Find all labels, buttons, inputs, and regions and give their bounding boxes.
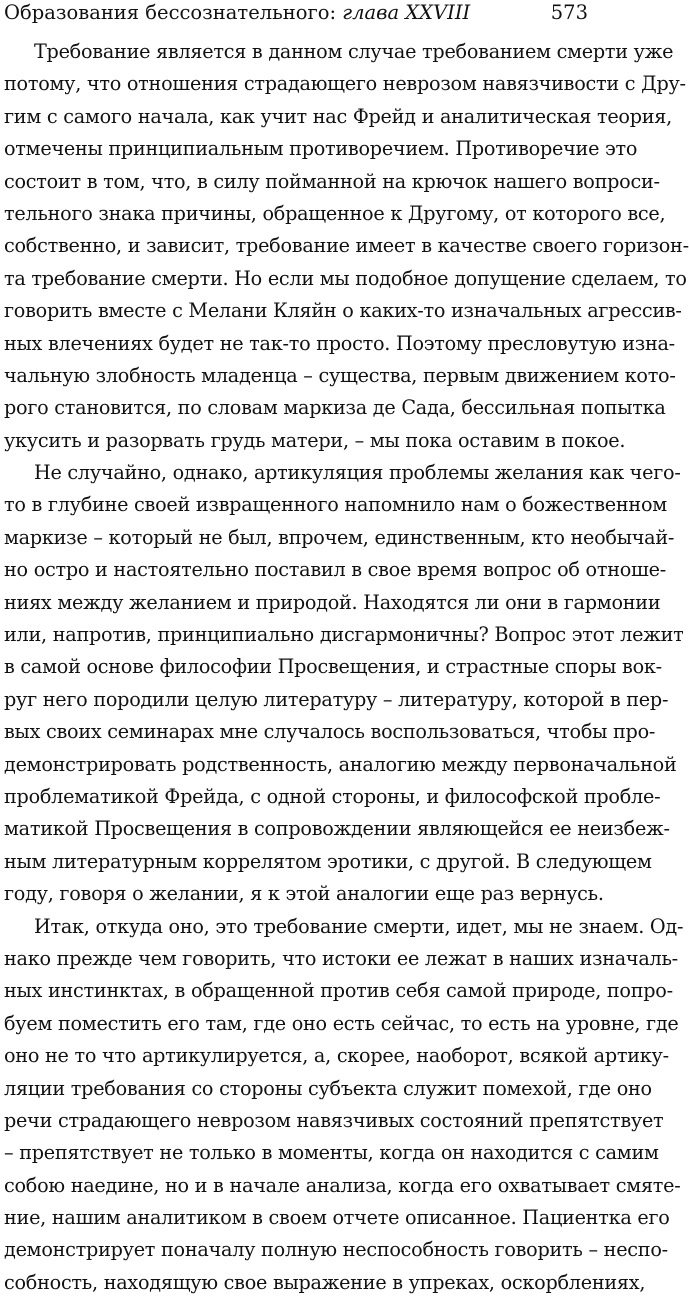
text-line: демонстрировать родственность, аналогию между первоначальной [4, 752, 677, 776]
text-line: – препятствует не только в моменты, когда он находится с самим [4, 1141, 659, 1165]
text-line: чальную злобность младенца – существа, первым движением кото- [4, 363, 676, 387]
text-line: демонстрирует поначалу полную неспособность говорить – неспо- [4, 1238, 668, 1262]
text-line: гим с самого начала, как учит нас Фрейд и аналитическая теория, [4, 104, 673, 128]
text-line: отмечены принципиальным противоречием. Противоречие это [4, 137, 638, 161]
running-header-book-title: Образования бессознательного: [4, 1, 343, 24]
text-line: то в глубине своей извращенного напомнило нам о божественном [4, 493, 667, 517]
page-body-text [4, 36, 689, 1299]
text-line: ляции требования со стороны субъекта служит помехой, где оно [4, 1076, 652, 1100]
text-line: состоит в том, что, в силу пойманной на крючок нашего вопроси- [4, 169, 660, 193]
running-header [4, 0, 614, 26]
text-line: маркизе – который не был, впрочем, единственным, кто необычай- [4, 525, 675, 549]
text-line: собственно, и зависит, требование имеет в качестве своего горизон- [4, 234, 689, 258]
text-line: оно не то что артикулируется, а, скорее, наоборот, всякой артику- [4, 1044, 669, 1068]
text-line: потому, что отношения страдающего неврозом навязчивости с Дру- [4, 72, 686, 96]
text-line: та требование смерти. Но если мы подобное допущение сделаем, то [4, 266, 687, 290]
text-line: Итак, откуда оно, это требование смерти, идет, мы не знаем. Од- [34, 914, 684, 938]
text-line: укусить и разорвать грудь матери, – мы пока оставим в покое. [4, 428, 626, 452]
text-line: ниях между желанием и природой. Находятся ли они в гармонии [4, 590, 661, 614]
text-line: тельного знака причины, обращенное к Другому, от которого все, [4, 201, 666, 225]
text-line: собою наедине, но и в начале анализа, когда его охватывает смяте- [4, 1173, 681, 1197]
text-line: буем поместить его там, где оно есть сейчас, то есть на уровне, где [4, 1011, 679, 1035]
page-number: 573 [550, 1, 588, 24]
text-line: рого становится, по словам маркиза де Сада, бессильная попытка [4, 396, 666, 420]
text-line: или, напротив, принципиально дисгармоничны? Вопрос этот лежит [4, 623, 684, 647]
text-line: ных инстинктах, в обращенной против себя самой природе, попро- [4, 979, 673, 1003]
text-line: вых своих семинарах мне случалось воспользоваться, чтобы про- [4, 720, 656, 744]
text-line: руг него породили целую литературу – литературу, которой в пер- [4, 687, 669, 711]
text-line: речи страдающего неврозом навязчивых состояний препятствует [4, 1108, 664, 1132]
text-line: матикой Просвещения в сопровождении являющейся ее неизбеж- [4, 817, 670, 841]
text-line: Требование является в данном случае требованием смерти уже [34, 40, 674, 63]
text-line: году, говоря о желании, я к этой аналогии еще раз вернусь. [4, 882, 604, 906]
text-line: ние, нашим аналитиком в своем отчете описанное. Пациентка его [4, 1206, 670, 1230]
text-line: в самой основе философии Просвещения, и страстные споры вок- [4, 655, 662, 679]
text-line: собность, находящую свое выражение в упреках, оскорблениях, [4, 1270, 646, 1294]
text-line: нако прежде чем говорить, что истоки ее лежат в наших изначаль- [4, 946, 678, 970]
text-line: ных влечениях будет не так-то просто. Поэтому пресловутую изна- [4, 331, 675, 355]
text-line: но остро и настоятельно поставил в свое время вопрос об отноше- [4, 558, 666, 582]
text-line: говорить вместе с Мелани Кляйн о каких-то изначальных агрессив- [4, 299, 682, 323]
running-header-chapter: глава XXVIII [342, 1, 471, 24]
text-line: Не случайно, однако, артикуляция проблемы желания как чего- [34, 461, 681, 485]
text-line: ным литературным коррелятом эротики, с другой. В следующем [4, 849, 652, 873]
text-line: проблематикой Фрейда, с одной стороны, и философской пробле- [4, 784, 661, 808]
